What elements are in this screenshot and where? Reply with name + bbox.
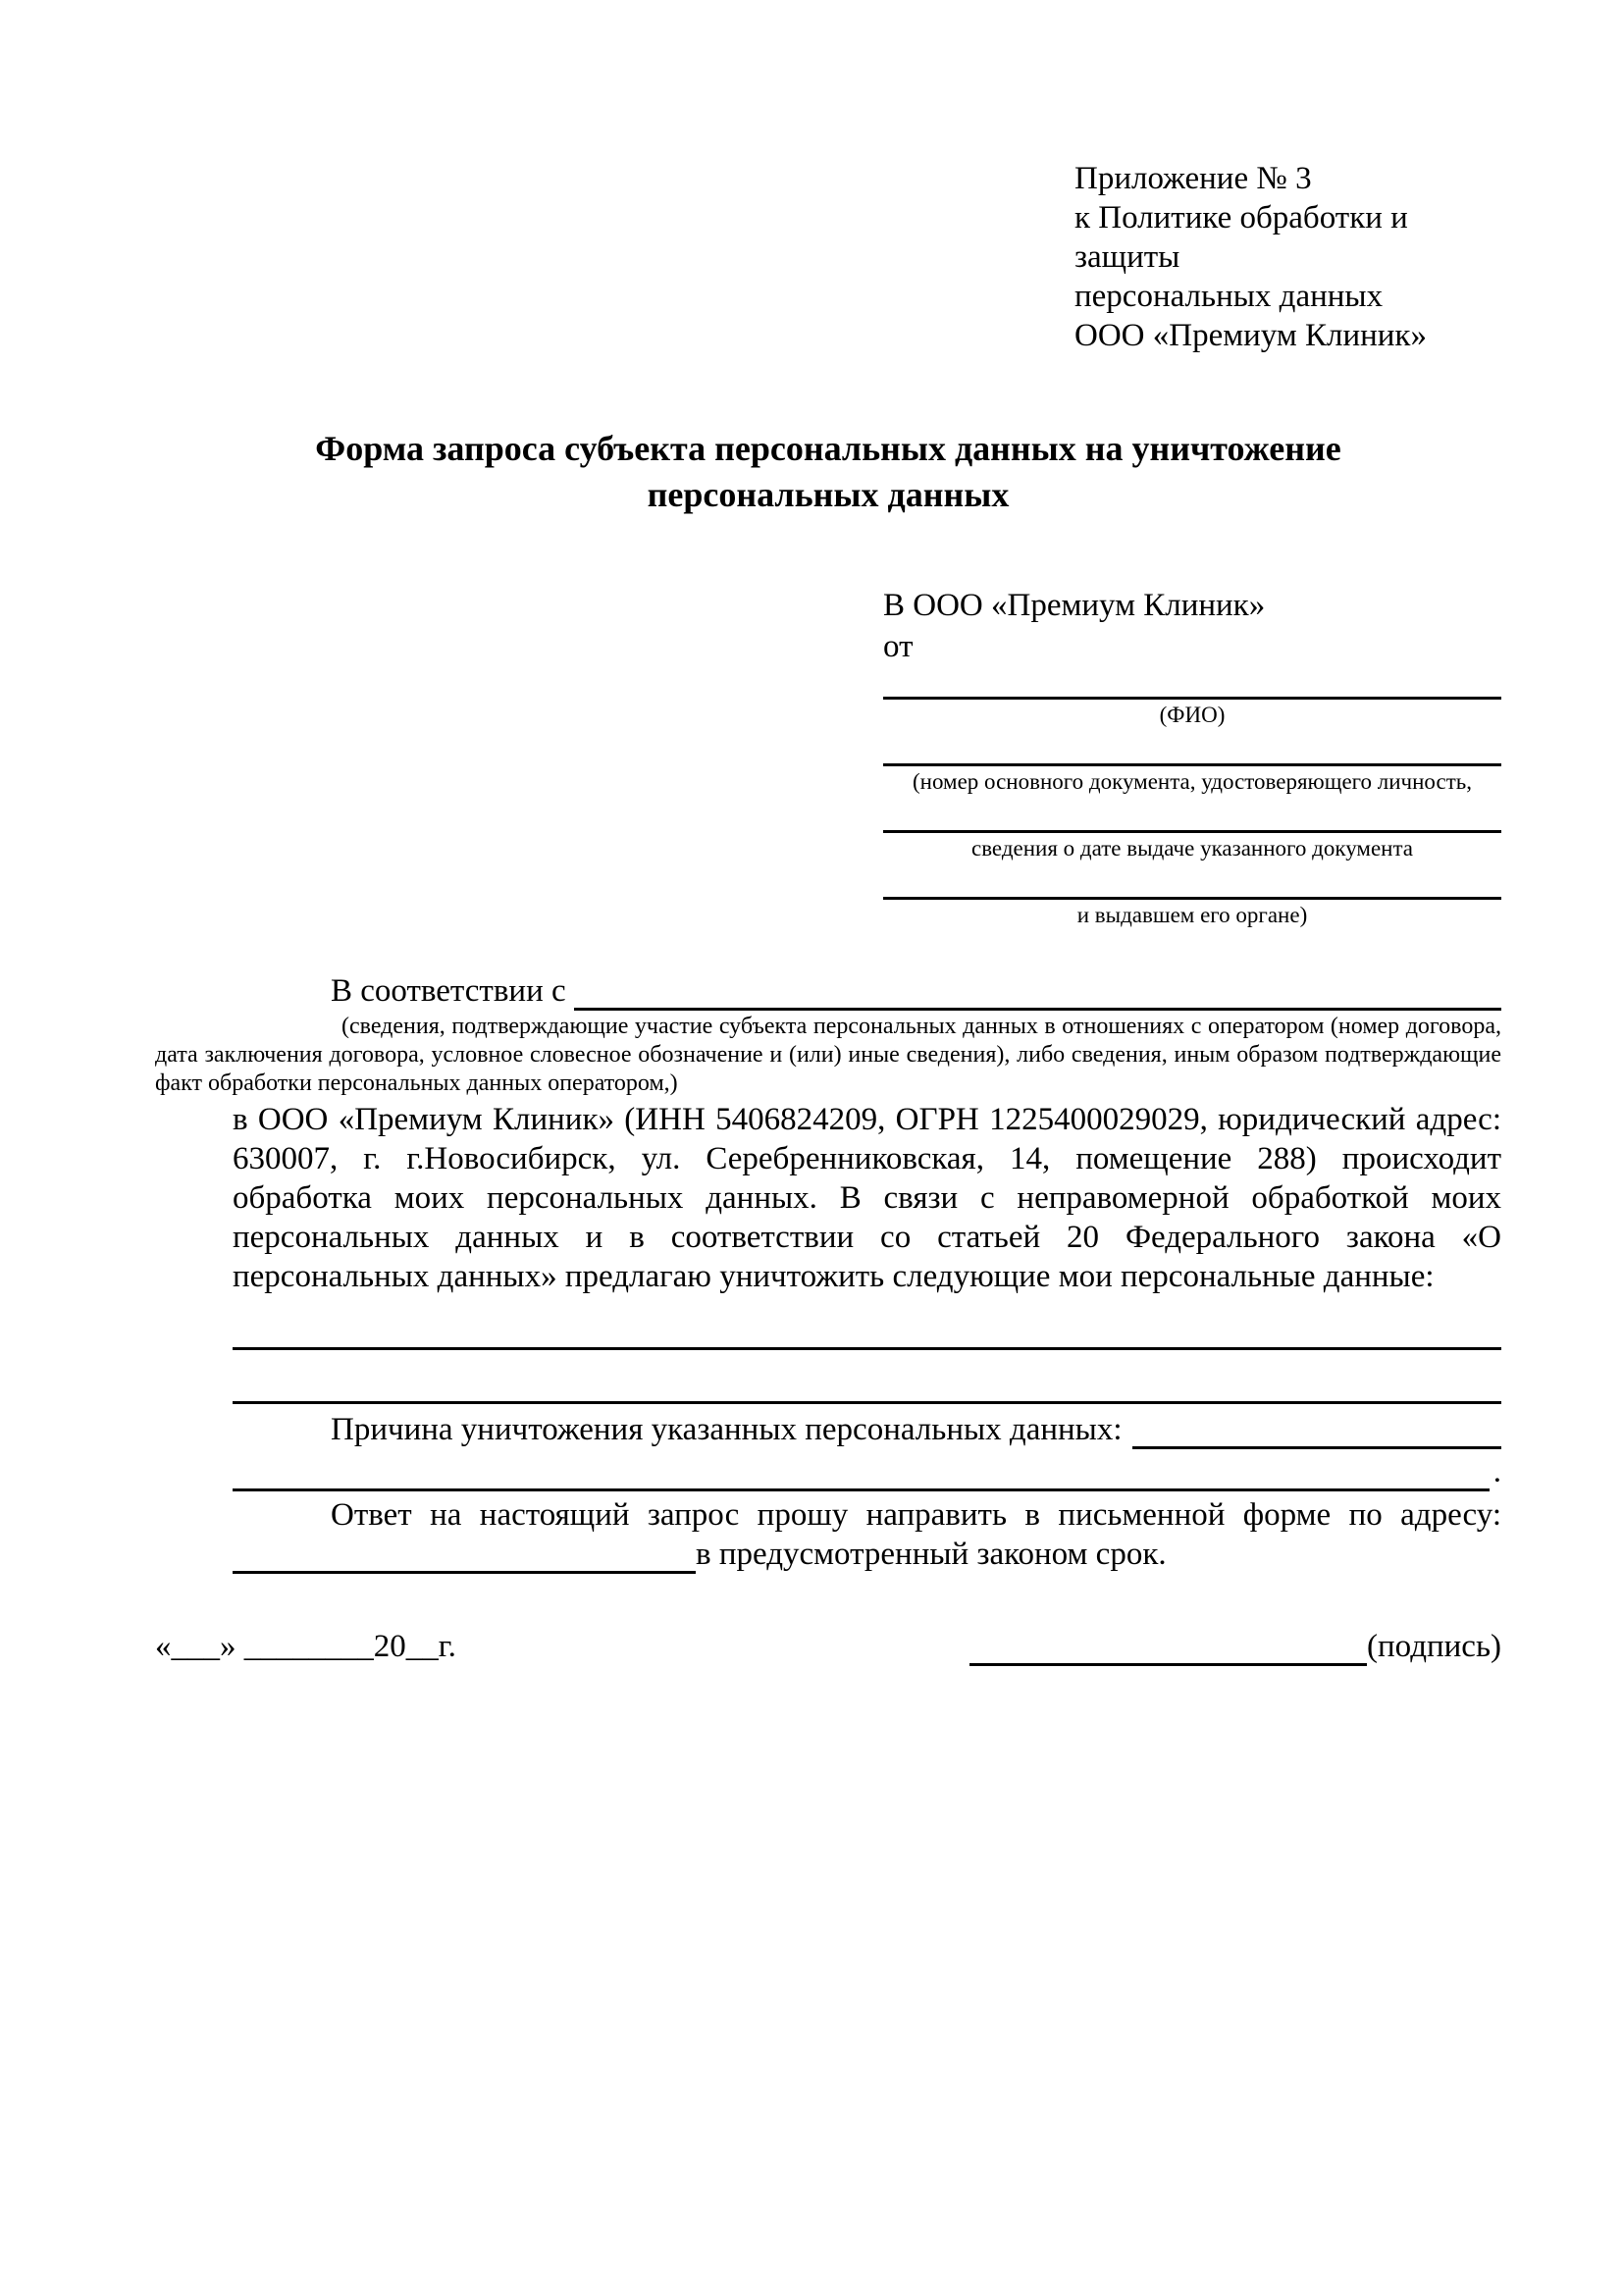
signature-field-line[interactable] (969, 1630, 1367, 1666)
page-title: Форма запроса субъекта персональных данных на уничтожение персональных данных (315, 429, 1341, 514)
issuing-authority-caption: и выдавшем его органе) (1076, 903, 1308, 927)
doc-header (1074, 159, 1501, 355)
header-line-appendix: Приложение № 3 (1074, 161, 1312, 196)
reason-field-line-2[interactable] (233, 1449, 1490, 1491)
personal-data-field-line-2[interactable] (233, 1350, 1501, 1404)
issue-date-field-line[interactable] (883, 795, 1501, 833)
addressee-to: В ООО «Премиум Клиник» (883, 588, 1266, 623)
sentence-period: . (1492, 1454, 1501, 1489)
addressee-block (883, 585, 1501, 928)
issue-date-caption: сведения о дате выдаче указанного документа (970, 836, 1414, 861)
reason-label: Причина уничтожения указанных персональных данных: (331, 1412, 1123, 1447)
address-field-line[interactable] (233, 1536, 696, 1574)
header-line-company: ООО «Премиум Клиник» (1074, 318, 1427, 353)
reason-row (233, 1410, 1501, 1449)
header-line-personal-data: персональных данных (1074, 279, 1384, 314)
reason-continuation-row (233, 1449, 1501, 1491)
addressee-from-label: от (883, 629, 914, 664)
answer-sentence: Ответ на настоящий запрос прошу направить в письменной форме по адресу: (331, 1497, 1501, 1533)
fio-caption: (ФИО) (1159, 703, 1226, 727)
according-footnote: (сведения, подтверждающие участие субъекта персональных данных в отношениях с оператором (номер договора, дата заключения договора, условное словесное обозначение и (или) иные сведения), либо сведения, иным образом подтверждающие факт обработки персональных данных оператором,) (155, 1014, 1501, 1096)
signature-group (969, 1627, 1501, 1666)
according-field-line[interactable] (574, 972, 1501, 1011)
according-row (233, 971, 1501, 1011)
header-line-policy: к Политике обработки и защиты (1074, 200, 1408, 275)
document-number-field-line[interactable] (883, 728, 1501, 766)
fio-field-line[interactable] (883, 667, 1501, 700)
answer-tail-text: в предусмотренный законом срок. (696, 1537, 1167, 1572)
footer-row (155, 1627, 1501, 1666)
according-label: В соответствии с (331, 973, 566, 1009)
issuing-authority-field-line[interactable] (883, 861, 1501, 900)
main-paragraph: в ООО «Премиум Клиник» (ИНН 5406824209, ОГРН 1225400029029, юридический адрес: 630007, г. г.Новосибирск, ул. Серебренниковская, 14, помещение 288) происходит обработка моих персональных данных. В связи с неправомерной обработкой моих персональных данных и в соответствии со статьей 20 Федерального закона «О персональных данных» предлагаю уничтожить следующие мои персональные данные: (233, 1102, 1501, 1294)
document-number-caption: (номер основного документа, удостоверяющего личность, (912, 769, 1472, 794)
date-field[interactable]: «___» ________20__г. (155, 1629, 456, 1664)
reason-field-line[interactable] (1132, 1411, 1501, 1449)
signature-caption: (подпись) (1367, 1629, 1501, 1664)
personal-data-field-line-1[interactable] (233, 1296, 1501, 1350)
answer-tail-row (233, 1535, 1501, 1574)
